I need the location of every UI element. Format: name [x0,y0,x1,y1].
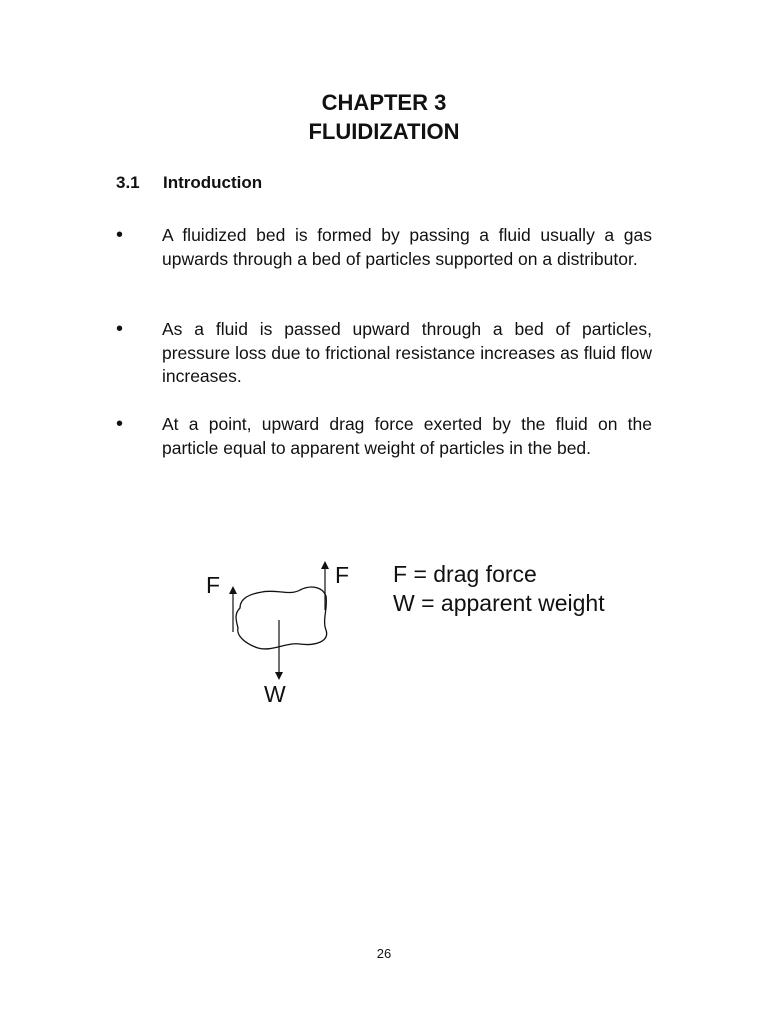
legend-drag-force: F = drag force [393,561,537,587]
chapter-number: CHAPTER 3 [321,90,447,115]
bullet-marker: • [116,413,124,435]
left-force-label: F [206,572,221,598]
right-force-label: F [335,562,350,588]
particle-shape [236,587,327,649]
bullet-marker: • [116,224,124,246]
bullet-text: A fluidized bed is formed by passing a fluid usually a gas upwards through a bed of particles supported on a distributor. [162,225,652,269]
legend-apparent-weight: W = apparent weight [393,590,605,616]
weight-label: W [264,681,286,707]
page-number: 26 [376,946,392,961]
bullet-marker: • [116,318,124,340]
bullet-text: At a point, upward drag force exerted by the fluid on the particle equal to apparent weight of particles in the bed. [162,414,652,458]
section-title: Introduction [163,173,263,192]
section-number: 3.1 [116,173,140,192]
bullet-text: As a fluid is passed upward through a bed of particles, pressure loss due to frictional resistance increases as fluid flow increases. [162,319,652,386]
chapter-title: FLUIDIZATION [308,119,460,144]
